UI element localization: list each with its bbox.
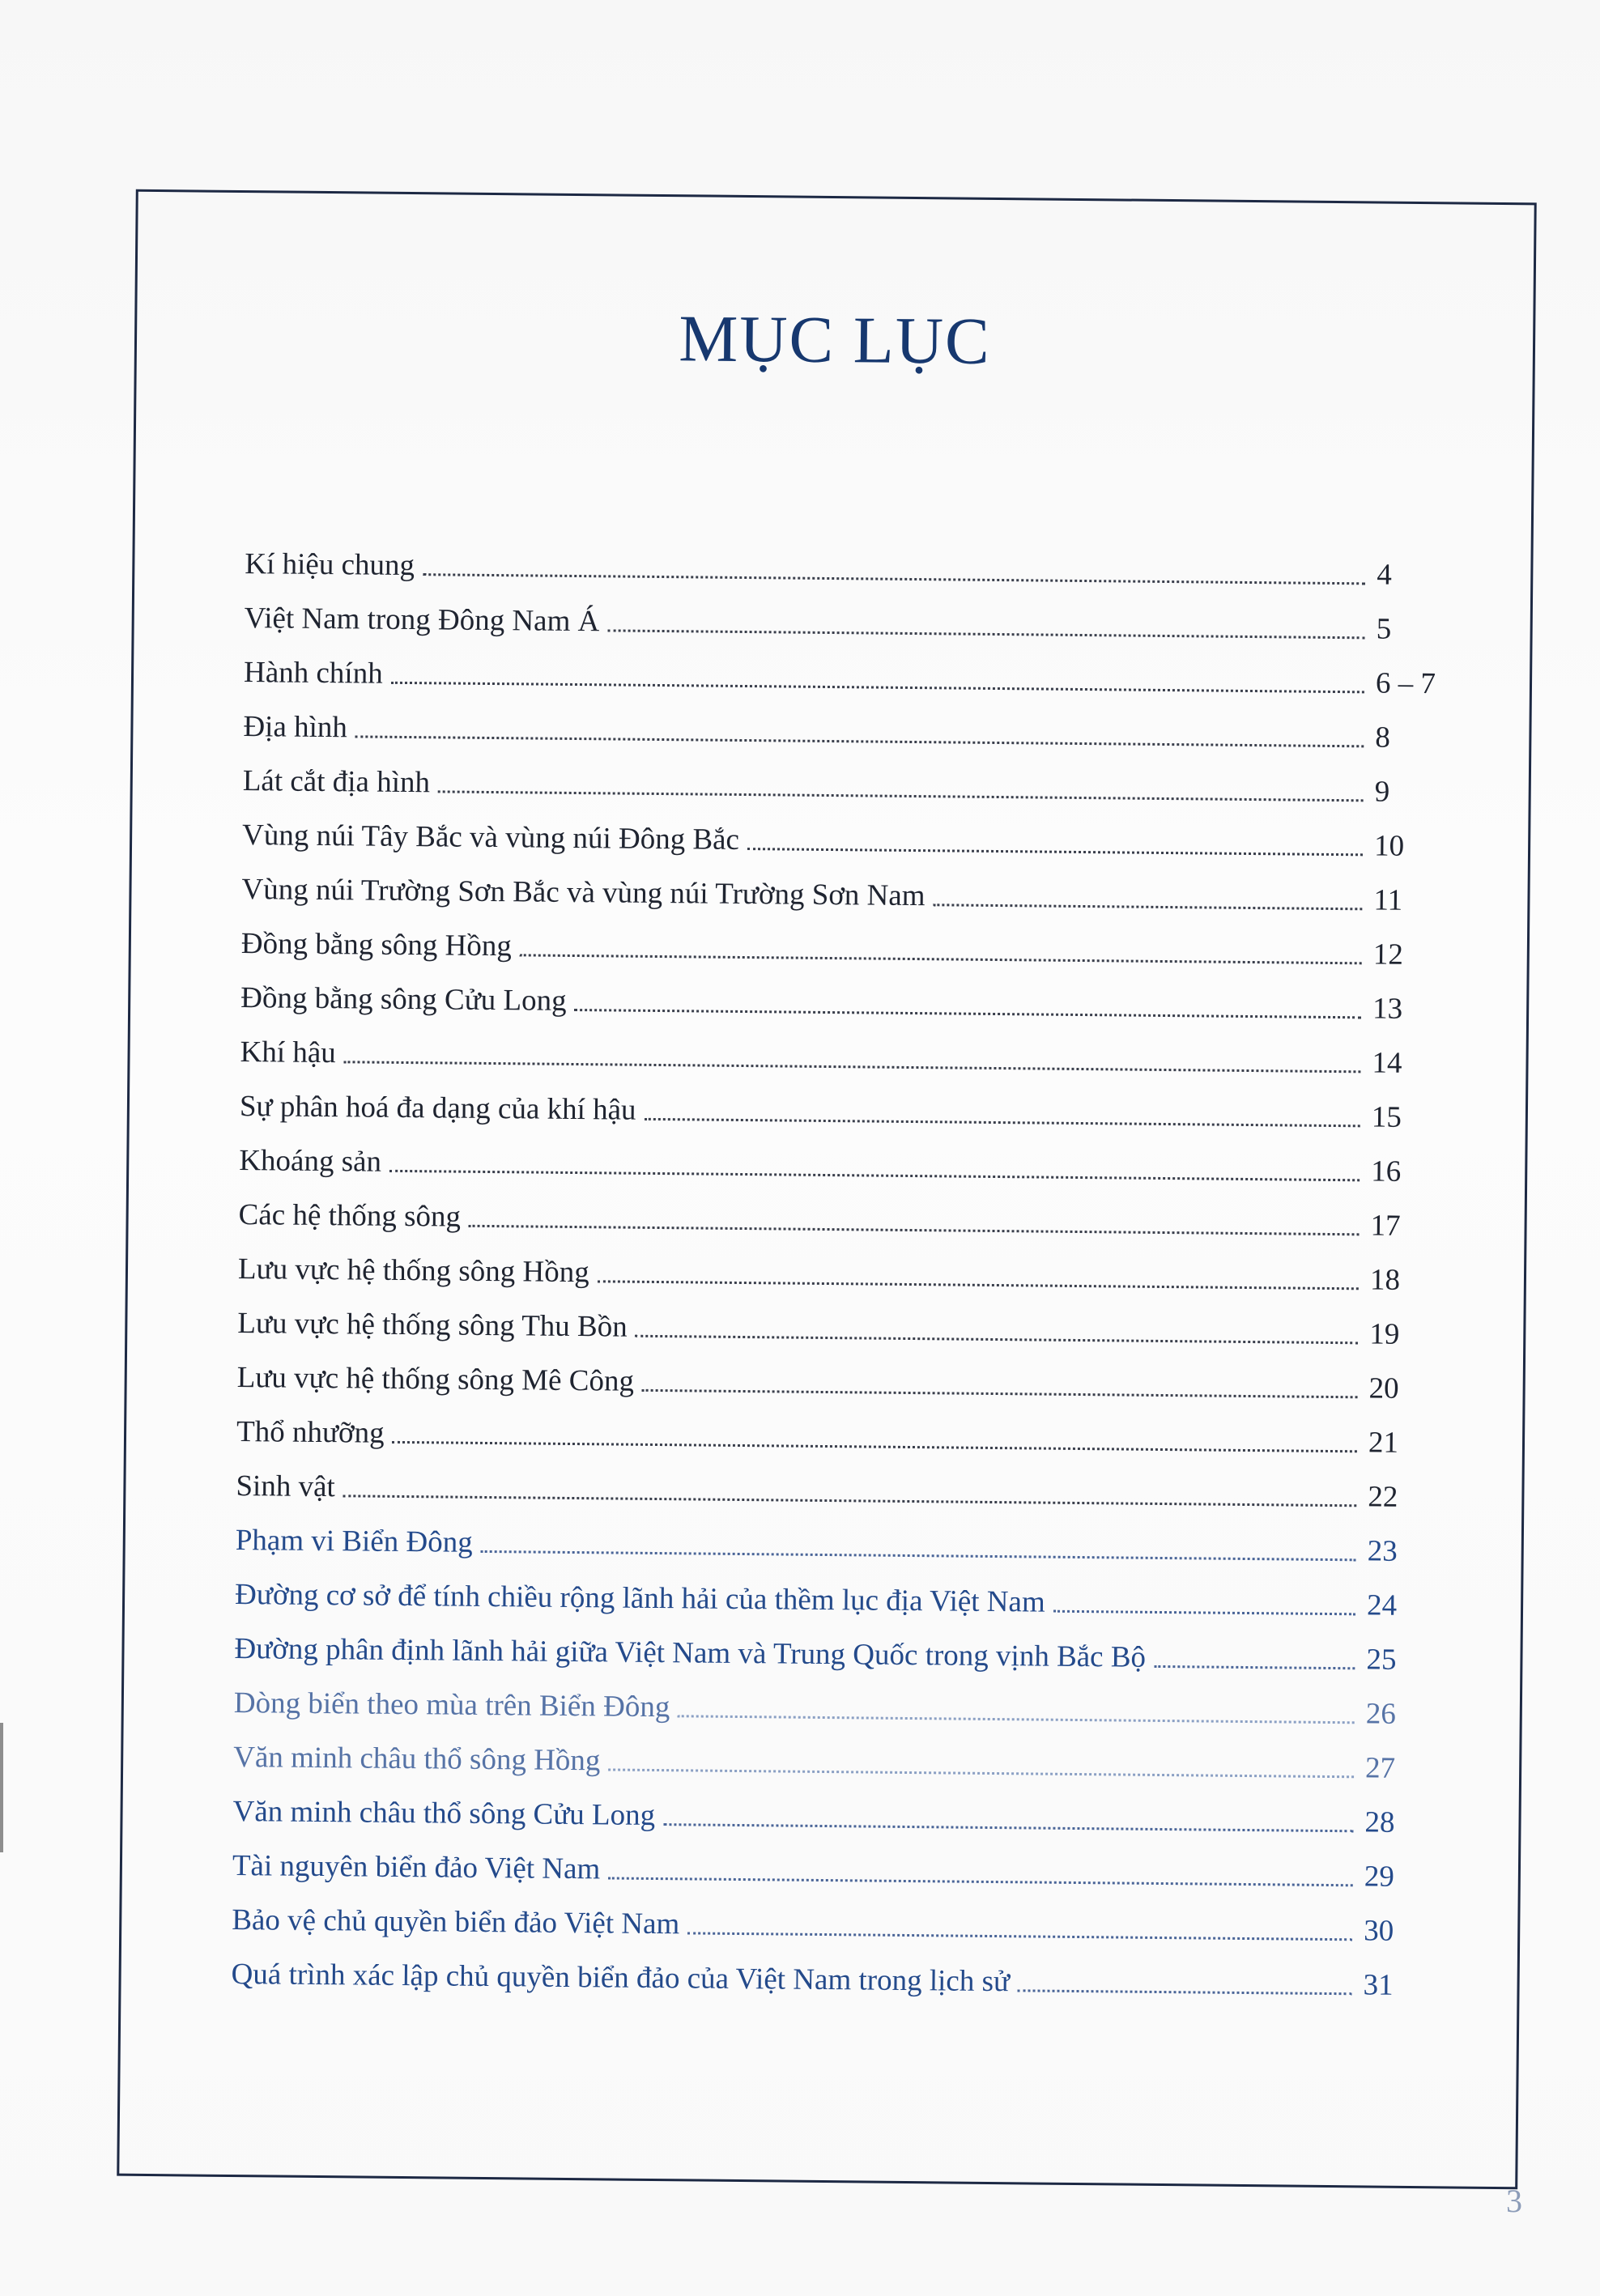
toc-entry-label: Khoáng sản [239, 1144, 382, 1179]
toc-entry-label: Các hệ thống sông [238, 1198, 462, 1234]
toc-entry[interactable] [237, 1341, 1445, 1406]
toc-entry-page: 30 [1364, 1914, 1394, 1948]
toc-entry-page: 23 [1367, 1534, 1398, 1568]
toc-entry-page: 21 [1368, 1426, 1399, 1460]
dot-leader [608, 1768, 1354, 1778]
toc-entry-label: Quá trình xác lập chủ quyền biển đảo của Việt Nam trong lịch sử [231, 1957, 1011, 1999]
toc-entry-label: Hành chính [243, 656, 383, 691]
toc-entry-label: Lát cắt địa hình [242, 764, 431, 800]
toc-entry-page: 31 [1363, 1968, 1394, 2002]
toc-entry-page: 19 [1369, 1317, 1400, 1351]
toc-entry[interactable] [232, 1829, 1440, 1894]
dot-leader [423, 573, 1365, 585]
dot-leader [438, 790, 1364, 801]
toc-entry[interactable] [243, 744, 1450, 810]
toc-entry[interactable] [241, 907, 1449, 972]
toc-entry-page: 29 [1364, 1860, 1395, 1894]
toc-entry-label: Phạm vi Biển Đông [235, 1524, 473, 1559]
dot-leader [1154, 1665, 1355, 1669]
page-title: MỤC LỤC [678, 301, 992, 378]
toc-entry-page: 15 [1371, 1100, 1402, 1134]
toc-entry-page: 26 [1365, 1697, 1397, 1731]
toc-entry-page: 4 [1377, 558, 1393, 592]
table-of-contents [231, 527, 1451, 2003]
toc-entry-label: Thổ nhưỡng [236, 1415, 385, 1450]
toc-entry-label: Đường phân định lãnh hải giữa Việt Nam và Trung Quốc trong vịnh Bắc Bộ [234, 1632, 1147, 1674]
toc-entry-label: Dòng biển theo mùa trên Biển Đông [233, 1686, 670, 1724]
toc-entry[interactable] [232, 1883, 1439, 1949]
toc-entry-page: 25 [1366, 1643, 1397, 1677]
toc-entry[interactable] [242, 798, 1449, 864]
dot-leader [933, 904, 1362, 910]
toc-entry-page: 10 [1373, 829, 1405, 863]
dot-leader [469, 1225, 1360, 1236]
dot-leader [344, 1061, 1361, 1073]
toc-entry-label: Sự phân hoá đa dạng của khí hậu [239, 1090, 636, 1127]
toc-entry[interactable] [238, 1178, 1445, 1244]
toc-entry-label: Văn minh châu thổ sông Cửu Long [232, 1794, 656, 1833]
toc-entry-page: 6 – 7 [1375, 666, 1436, 701]
toc-entry-page: 14 [1372, 1046, 1402, 1080]
dot-leader [687, 1932, 1352, 1941]
toc-entry-page: 20 [1368, 1371, 1399, 1405]
dot-leader [598, 1280, 1359, 1290]
dot-leader [644, 1118, 1360, 1127]
toc-entry-page: 9 [1374, 775, 1390, 809]
toc-entry-page: 11 [1373, 883, 1403, 917]
table-of-contents-frame [117, 189, 1536, 2189]
toc-entry-page: 24 [1366, 1588, 1398, 1622]
toc-entry[interactable] [236, 1503, 1443, 1569]
toc-entry-label: Kí hiệu chung [245, 547, 415, 583]
toc-entry-page: 28 [1364, 1805, 1395, 1839]
toc-entry-page: 12 [1372, 938, 1404, 972]
toc-entry-label: Vùng núi Tây Bắc và vùng núi Đông Bắc [241, 818, 740, 857]
dot-leader [747, 848, 1363, 856]
dot-leader [1053, 1610, 1355, 1616]
dot-leader [636, 1335, 1359, 1345]
dot-leader [481, 1550, 1356, 1561]
toc-entry-page: 13 [1372, 992, 1403, 1026]
dot-leader [1018, 1989, 1352, 1995]
toc-entry-label: Khí hậu [240, 1035, 336, 1070]
dot-leader [520, 954, 1362, 964]
toc-entry[interactable] [234, 1612, 1441, 1677]
toc-entry-page: 17 [1370, 1209, 1401, 1243]
toc-entry-label: Bảo vệ chủ quyền biển đảo Việt Nam [232, 1903, 680, 1941]
dot-leader [608, 1877, 1353, 1886]
dot-leader [355, 735, 1364, 747]
toc-entry-label: Đường cơ sở để tính chiều rộng lãnh hải của thềm lục địa Việt Nam [234, 1578, 1045, 1619]
toc-entry-page: 27 [1364, 1751, 1396, 1785]
toc-entry[interactable] [232, 1775, 1440, 1840]
dot-leader [678, 1715, 1355, 1724]
toc-entry-label: Vùng núi Trường Sơn Bắc và vùng núi Trường Sơn Nam [241, 873, 926, 913]
dot-leader [389, 1170, 1360, 1182]
toc-entry[interactable] [245, 581, 1452, 647]
page-number: 3 [1506, 2183, 1522, 2219]
toc-entry[interactable] [233, 1720, 1440, 1786]
toc-entry-page: 22 [1368, 1480, 1398, 1514]
toc-entry-label: Địa hình [243, 710, 348, 745]
toc-entry[interactable] [234, 1666, 1441, 1732]
dot-leader [391, 682, 1364, 694]
toc-entry-label: Việt Nam trong Đông Nam Á [244, 602, 600, 639]
page-edge-mark [0, 1723, 3, 1852]
toc-entry-label: Lưu vực hệ thống sông Mê Công [236, 1361, 635, 1398]
toc-entry-label: Sinh vật [236, 1469, 335, 1504]
dot-leader [642, 1389, 1358, 1398]
toc-entry[interactable] [238, 1232, 1445, 1298]
dot-leader [663, 1823, 1353, 1832]
toc-entry-page: 16 [1371, 1154, 1402, 1188]
toc-entry[interactable] [231, 1937, 1438, 2003]
dot-leader [607, 629, 1364, 639]
toc-entry[interactable] [237, 1286, 1445, 1352]
dot-leader [343, 1495, 1357, 1507]
toc-entry-label: Văn minh châu thổ sông Hồng [233, 1740, 601, 1778]
toc-entry-page: 18 [1369, 1263, 1401, 1297]
toc-entry-label: Đồng bằng sông Hồng [240, 927, 513, 963]
toc-entry-page: 5 [1376, 612, 1392, 646]
toc-entry-label: Tài nguyên biển đảo Việt Nam [232, 1848, 601, 1886]
toc-entry-label: Đồng bằng sông Cửu Long [240, 981, 567, 1018]
toc-entry-page: 8 [1375, 721, 1391, 755]
dot-leader [574, 1009, 1361, 1018]
dot-leader [392, 1441, 1356, 1452]
toc-entry[interactable] [235, 1558, 1442, 1623]
toc-entry[interactable] [240, 961, 1448, 1027]
toc-entry[interactable] [240, 1069, 1447, 1135]
toc-entry[interactable] [241, 852, 1449, 918]
toc-entry-label: Lưu vực hệ thống sông Thu Bồn [237, 1307, 628, 1344]
toc-entry-label: Lưu vực hệ thống sông Hồng [237, 1252, 589, 1290]
